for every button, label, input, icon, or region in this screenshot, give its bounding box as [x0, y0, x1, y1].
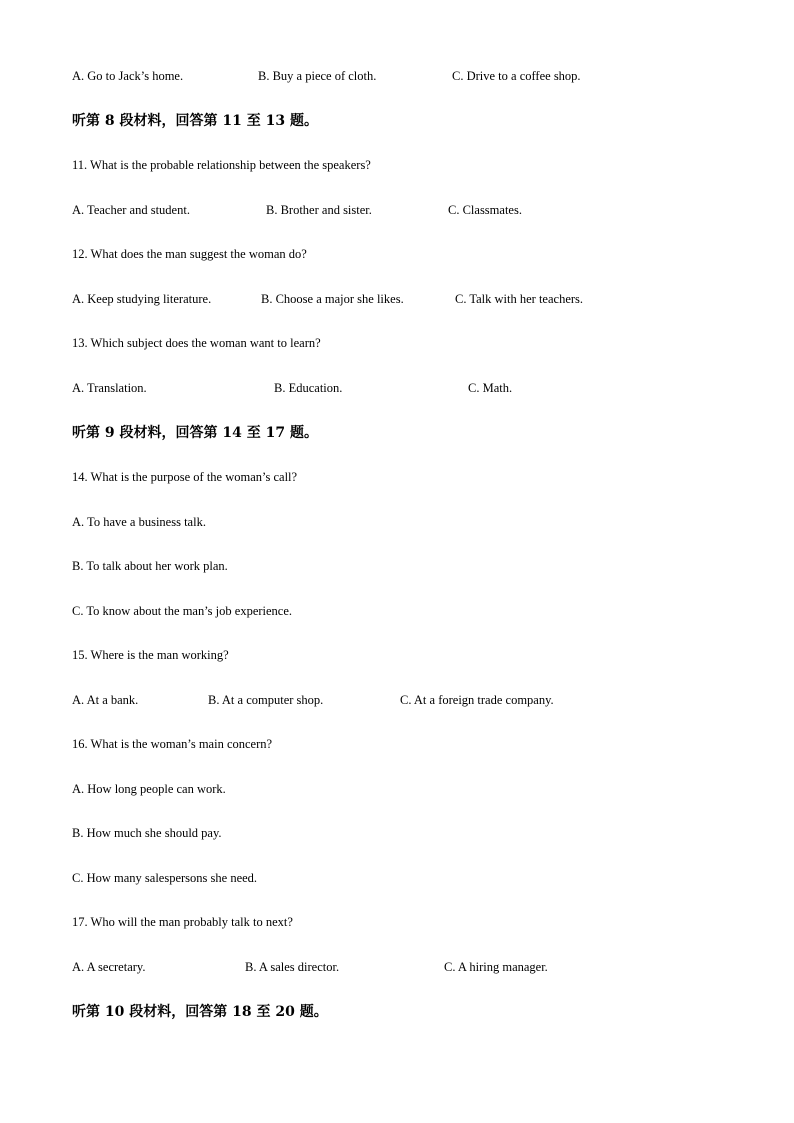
option-c: C. Math.	[468, 381, 513, 395]
question-17: 17. Who will the man probably talk to next?	[72, 915, 293, 929]
option-c: C. Talk with her teachers.	[455, 292, 584, 306]
section-heading-material-8: 听第 8 段材料，回答第 11 至 13 题。	[72, 113, 318, 129]
option-c: C. At a foreign trade company.	[400, 693, 554, 707]
question-13: 13. Which subject does the woman want to learn?	[72, 336, 321, 350]
option-b: B. Education.	[274, 381, 343, 395]
option-line-a: A. How long people can work.	[72, 782, 226, 796]
question-11: 11. What is the probable relationship between the speakers?	[72, 158, 371, 172]
option-a: A. At a bank.	[72, 693, 139, 707]
option-a: A. Keep studying literature.	[72, 292, 212, 306]
question-15: 15. Where is the man working?	[72, 648, 229, 662]
option-a: A. A secretary.	[72, 960, 146, 974]
option-c: C. Drive to a coffee shop.	[452, 69, 581, 83]
option-line-c: C. How many salespersons she need.	[72, 871, 258, 885]
section-heading-material-9: 听第 9 段材料，回答第 14 至 17 题。	[72, 425, 318, 441]
option-b: B. At a computer shop.	[208, 693, 324, 707]
question-16: 16. What is the woman’s main concern?	[72, 737, 273, 751]
option-line-b: B. To talk about her work plan.	[72, 559, 228, 573]
option-c: C. A hiring manager.	[444, 960, 548, 974]
question-14: 14. What is the purpose of the woman’s call?	[72, 470, 298, 484]
option-a: A. Go to Jack’s home.	[72, 69, 184, 83]
option-b: B. A sales director.	[245, 960, 340, 974]
option-a: A. Translation.	[72, 381, 147, 395]
option-c: C. Classmates.	[448, 203, 522, 217]
option-line-c: C. To know about the man’s job experience.	[72, 604, 293, 618]
option-b: B. Buy a piece of cloth.	[258, 69, 377, 83]
question-12: 12. What does the man suggest the woman do?	[72, 247, 307, 261]
option-a: A. Teacher and student.	[72, 203, 190, 217]
option-b: B. Brother and sister.	[266, 203, 372, 217]
option-line-a: A. To have a business talk.	[72, 515, 206, 529]
option-b: B. Choose a major she likes.	[261, 292, 404, 306]
option-line-b: B. How much she should pay.	[72, 826, 222, 840]
section-heading-material-10: 听第 10 段材料，回答第 18 至 20 题。	[72, 1004, 328, 1020]
